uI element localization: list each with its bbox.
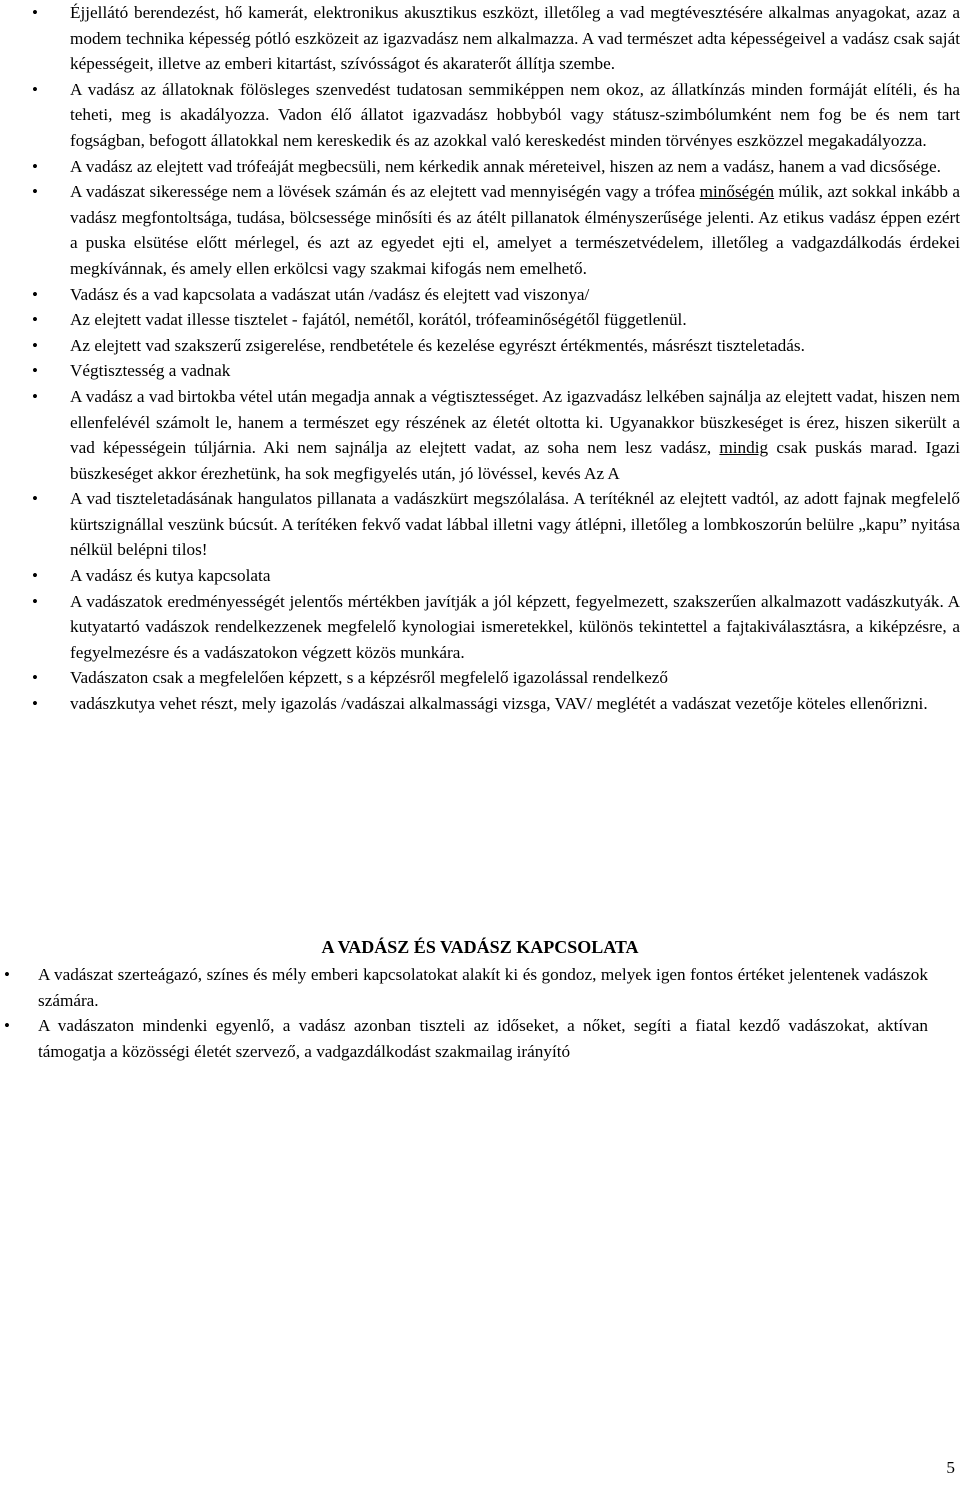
text-run: csak puskás marad. Igazi büszkeséget akkor érezhetünk, ha sok megfigyelés után, jó lövéssel, kevés Az A [70, 438, 960, 483]
code-of-ethics-list [70, 0, 960, 717]
list-item: • A vadász az elejtett vad trófeáját megbecsüli, nem kérkedik annak méreteivel, hiszen az nem a vadász, hanem a vad dicsősége. [70, 154, 960, 180]
underlined-word: minőségén [699, 182, 775, 202]
list-item: • A vadászat szerteágazó, színes és mély emberi kapcsolatokat alakít ki és gondoz, melyek igen fontos értéket jelentenek vadászok számára. [38, 962, 928, 1013]
list-item: • A vadászaton mindenki egyenlő, a vadász azonban tiszteli az időseket, a nőket, segíti a fiatal kezdő vadászokat, aktívan támogatja a közösségi életét szervező, a vadgazdálkodást szakmailag irányító [38, 1013, 928, 1064]
list-item: • vadászkutya vehet részt, mely igazolás /vadászai alkalmassági vizsga, VAV/ meglétét a vadászat vezetője köteles ellenőrizni. [70, 691, 960, 717]
list-item: • A vadász az állatoknak fölösleges szenvedést tudatosan semmiképpen nem okoz, az állatkínzás minden formáját elítéli, és ha teheti, meg is akadályozza. Vadon élő állatot igazvadász hobbyból vagy státusz-szimbólumként nem fog be és nem tart fogságban, befogott állatokkal nem kereskedik és az azokkal való kereskedést minden törvényes eszközzel megakadályozza. [70, 77, 960, 154]
list-item: • Az elejtett vadat illesse tisztelet - fajától, nemétől, korától, trófeaminőségétől függetlenül. [70, 307, 960, 333]
list-item: • Vadászaton csak a megfelelően képzett, s a képzésről megfelelő igazolással rendelkező [70, 665, 960, 691]
list-item: • Végtisztesség a vadnak [70, 358, 960, 384]
list-item [70, 179, 960, 281]
underlined-word: mindig [719, 438, 769, 458]
text-run: A vadász a vad birtokba vétel után megadja annak a végtisztességet. Az igazvadász lelkében sajnálja az elejtett vadat, hiszen nem ellenfelévél számolt le, hanem a természet egy részének az életét oltotta ki. Ugyanakkor büszkeséget is érez, hiszen sikerült a vad képességein túljárnia. Aki nem sajnálja az elejtett vadat, az soha nem lesz vadász, [70, 386, 960, 458]
list-item [70, 384, 960, 486]
page-number: 5 [946, 1458, 955, 1477]
list-item: • Vadász és a vad kapcsolata a vadászat után /vadász és elejtett vad viszonya/ [70, 282, 960, 308]
list-item: • Az elejtett vad szakszerű zsigerelése, rendbetétele és kezelése egyrészt értékmentés, másrészt tiszteletadás. [70, 333, 960, 359]
list-item: • A vadász és kutya kapcsolata [70, 563, 960, 589]
list-item: • Éjjellátó berendezést, hő kamerát, elektronikus akusztikus eszközt, illetőleg a vad megtévesztésére alkalmas anyagokat, azaz a modem technika képesség pótló eszközeit az igazvadász nem alkalmazza. A vad természet adta képességeivel a vadász csak saját képességeit, illetve az emberi kitartást, szívósságot és akaraterőt állítja szembe. [70, 0, 960, 77]
list-item: • A vadászatok eredményességét jelentős mértékben javítják a jól képzett, fegyelmezett, szakszerűen alkalmazott vadászkutyák. A kutyatartó vadászok rendelkezzenek megfelelő kynologiai ismeretekkel, különös tekintettel a fajtakiválasztásra, a kiképzésre, a fegyelmezésre és a vadászatokon végzett közös munkára. [70, 589, 960, 666]
hunter-relations-list [38, 962, 928, 1064]
section-heading: A VADÁSZ ÉS VADÁSZ KAPCSOLATA [321, 937, 639, 957]
list-item: • A vad tiszteletadásának hangulatos pillanata a vadászkürt megszólalása. A terítéknél az elejtett vadtól, az adott fajnak megfelelő kürtszignállal veszünk búcsút. A terítéken fekvő vadat lábbal illetni vagy átlépni, illetőleg a lombkoszorún belülre „kapu” nyitása nélkül belépni tilos! [70, 486, 960, 563]
text-run: A vadászat sikeressége nem a lövések számán és az elejtett vad mennyiségén vagy a trófea [70, 182, 700, 202]
text-run: múlik, azt sokkal inkább a vadász megfontoltsága, tudása, bölcsessége minősíti és az átélt pillanatok élményszerűsége jelenti. Az etikus vadász éppen ezért a puska elsütése előtt mérlegel, és azt az egyedet ejti el, amelyet a természetvédelem, illetőleg a vadgazdálkodás érdekei megkívánnak, és amely ellen erkölcsi vagy szakmai kifogás nem emelhető. [70, 182, 960, 278]
